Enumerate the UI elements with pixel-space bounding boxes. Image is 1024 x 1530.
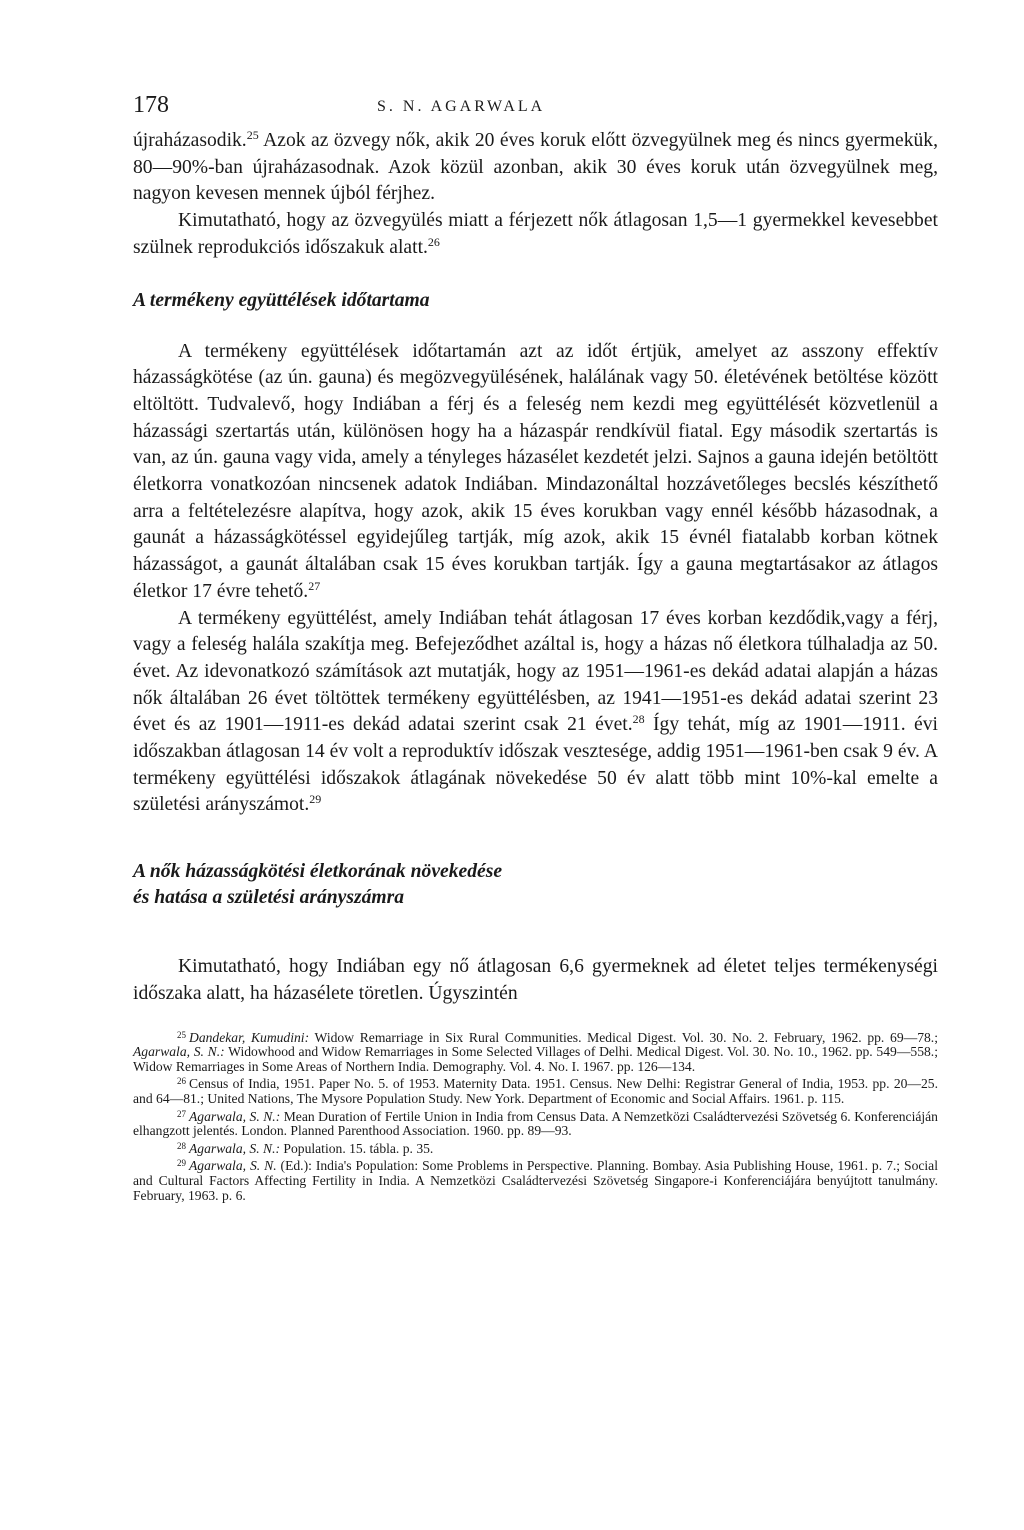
footnote-author: Agarwala, S. N.: [189, 1140, 281, 1156]
paragraph-text: Így tehát, míg az 1901—1911. évi időszakban átlagosan 14 év volt a reproduktív időszak vesztesége, addig 1951—1961-ben csak 9 év. A termékeny együttélési időszakok átlagának növekedése 50 év alatt több mint 10%-kal emelte a születési arányszámot. [133, 714, 938, 816]
paragraph: Kimutatható, hogy Indiában egy nő átlagosan 6,6 gyermeknek ad életet teljes termékenységi időszaka alatt, ha házasélete töretlen. Úgyszintén [133, 956, 938, 1004]
paragraph [133, 606, 938, 820]
footnote-ref: 27 [308, 578, 321, 593]
heading-line: és hatása a születési arányszámra [133, 887, 405, 909]
footnote-author: Dandekar, Kumudini: [189, 1029, 310, 1045]
footnote-number: 27 [177, 1108, 186, 1119]
footnote-author: Agarwala, S. N. [189, 1158, 277, 1174]
footnote-text: Widow Remarriage in Six Rural Communities. Medical Digest. Vol. 30. No. 2. February, 1962. pp. 69—78.; [309, 1029, 938, 1045]
page-number: 178 [133, 92, 169, 118]
running-head [133, 92, 938, 128]
footnote [133, 1156, 938, 1203]
footnote-number: 26 [177, 1076, 186, 1087]
footnote-ref: 28 [632, 712, 645, 727]
section-heading: A termékeny együttélések időtartama [133, 289, 430, 311]
footnote-author: Agarwala, S. N.: [189, 1108, 281, 1124]
footnote-author: Agarwala, S. N.: [133, 1044, 225, 1060]
footnote-number: 29 [177, 1158, 186, 1169]
footnotes [133, 1028, 938, 1204]
footnote [133, 1107, 938, 1139]
intro-text [133, 128, 938, 262]
paragraph [133, 128, 938, 208]
running-title: S. N. AGARWALA [377, 98, 546, 115]
paragraph-text: újraházasodik. [133, 130, 247, 151]
footnote [133, 1028, 938, 1075]
paragraph [133, 208, 938, 261]
paragraph-text: Azok az özvegy nők, akik 20 éves koruk előtt özvegyülnek meg és nincs gyermekük, 80—90%-ban újraházasodnak. Azok közül azonban, akik 30 éves koruk után özvegyülnek meg, nagyon kevesen mennek újból férjhez. [133, 130, 938, 205]
section-body [133, 339, 938, 820]
footnote-number: 28 [177, 1140, 186, 1151]
footnote-number: 25 [177, 1029, 186, 1040]
paragraph-text: A termékeny együttélést, amely Indiában tehát átlagosan 17 éves korban kezdődik,vagy a férj, vagy a feleség halála szakítja meg. Befejeződhet azáltal is, hogy a házas nő életkora túlhaladja az 50. évet. Az idevonatkozó számítások azt mutatják, hogy az 1951—1961-es dekád adatai alapján a házas nők általában 26 évet töltöttek termékeny együttélésben, az 1941—1951-es dekád adatai szerint 23 évet és az 1901—1911-es dekád adatai szerint csak 21 évet. [133, 607, 938, 736]
footnote-text: (Ed.): India's Population: Some Problems in Perspective. Planning. Bombay. Asia Publishing House, 1961. p. 7.; Social and Cultural Factors Affecting Fertility in India. A Nemzetközi Családtervezési Szövetség Singapore-i Konferenciájára benyújtott tanulmány. February, 1963. p. 6. [133, 1158, 938, 1203]
footnote-ref: 25 [246, 128, 259, 142]
footnote-text: Census of India, 1951. Paper No. 5. of 1953. Maternity Data. 1951. Census. New Delhi: Registrar General of India, 1953. pp. 20—25. and 64—81.; United Nations, The Mysore Population Study. New York. Department of Economic and Social Affairs. 1961. p. 115. [133, 1076, 938, 1106]
paragraph [133, 339, 938, 606]
paragraph-text: Kimutatható, hogy az özvegyülés miatt a férjezett nők átlagosan 1,5—1 gyermekkel kevesebbet szülnek reprodukciós időszakuk alatt. [133, 210, 938, 258]
footnote-text: Population. 15. tábla. p. 35. [280, 1140, 434, 1156]
footnote [133, 1139, 938, 1157]
footnote-text: Mean Duration of Fertile Union in India from Census Data. A Nemzetközi Családtervezési Szövetség 6. Konferenciáján elhangzott jelentés. London. Planned Parenthood Association. 1960. pp. 89—93. [133, 1108, 938, 1139]
footnote [133, 1074, 938, 1106]
paragraph-text: A termékeny együttélések időtartamán azt az időt értjük, amelyet az asszony effektív házasságkötése (az ún. gauna) és megözvegyülésének, halálának vagy 50. életévének betöltése között eltöltött. Tudvalevő, hogy Indiában a férj és a feleség nem kezdi meg együttélését közvetlenül a házassági szertartás után, különösen hogy ha a házaspár rendkívül fiatal. Egy második szertartás is van, az ún. gauna vagy vida, amely a tényleges házasélet kezdetét jelzi. Sajnos a gauna idején betöltött életkorra vonatkozóan nincsenek adatok Indiában. Mindazonáltal hozzávetőleges becslés készíthető arra a feltételezésre alapítva, hogy azok, akik 15 éves korukban vagy ennél később házasodnak, a gaunát a házasságkötéssel egyidejűleg tartják, míg azok, akik 15 évnél fiatalabb korban kötnek házasságot, a gaunát általában csak 15 éves korukban tartják. Így a gauna megtartásakor az átlagos életkor 17 évre tehető. [133, 340, 938, 602]
book-page [133, 92, 938, 1203]
heading-line: A nők házasságkötési életkorának növekedése [133, 861, 503, 883]
footnote-text: Widowhood and Widow Remarriages in Some Selected Villages of Delhi. Medical Digest. Vol. 30. No. 10., 1962. pp. 549—558.; Widow Remarriages in Some Areas of Northern India. Demography. Vol. 4. No. I. 1967. pp. 126—134. [133, 1044, 938, 1074]
section-body [133, 954, 938, 1007]
footnote-ref: 26 [427, 234, 440, 249]
footnote-ref: 29 [309, 792, 322, 807]
section-heading [133, 859, 938, 911]
